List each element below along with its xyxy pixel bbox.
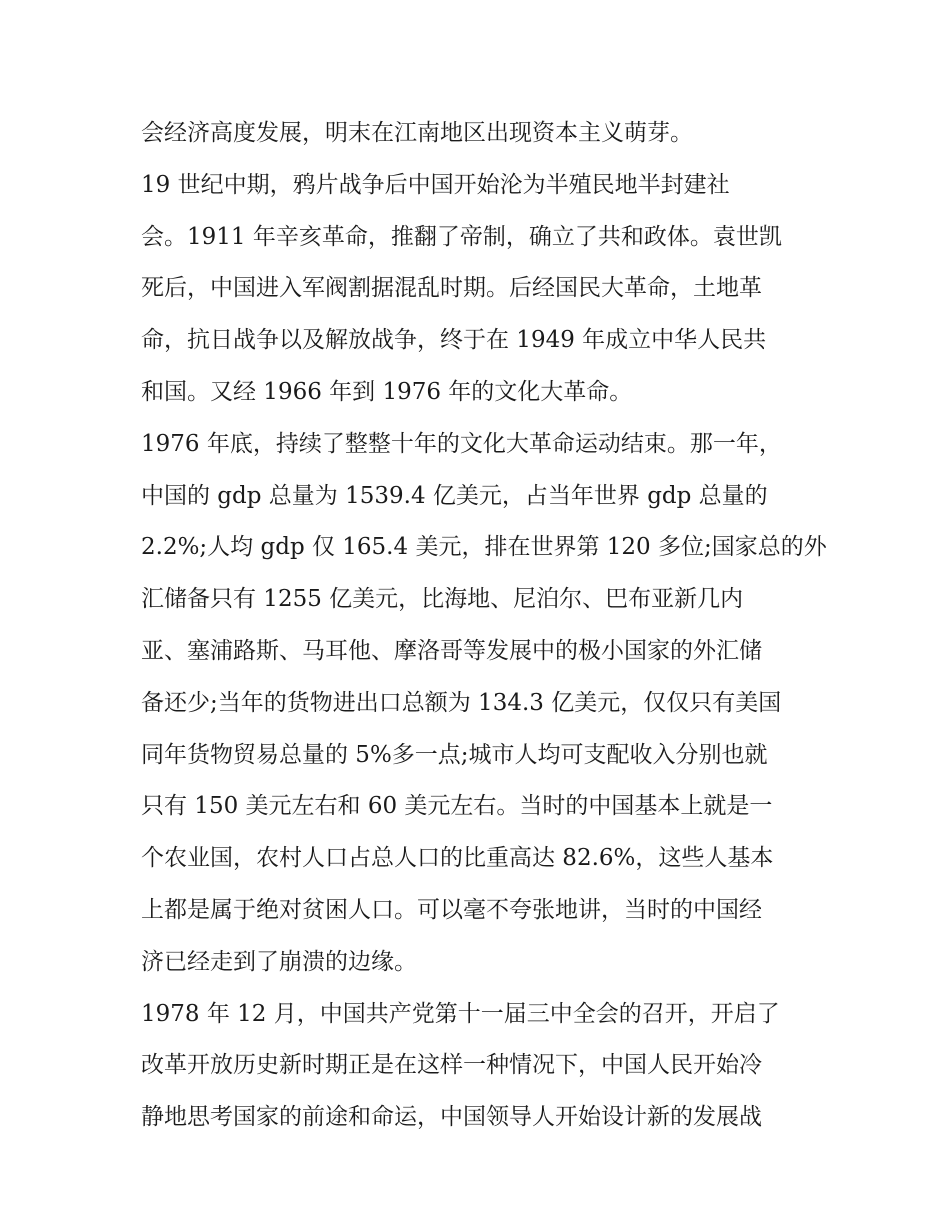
text-line: 2.2%;人均 gdp 仅 165.4 美元，排在世界第 120 多位;国家总的外 xyxy=(141,534,827,561)
text-line: 备还少;当年的货物进出口总额为 134.3 亿美元，仅仅只有美国 xyxy=(141,689,782,716)
text-line: 同年货物贸易总量的 5%多一点;城市人均可支配收入分别也就 xyxy=(141,741,768,768)
text-line: 命，抗日战争以及解放战争，终于在 1949 年成立中华人民共 xyxy=(141,327,767,354)
text-line: 个农业国，农村人口占总人口的比重高达 82.6%，这些人基本 xyxy=(141,845,774,872)
text-line: 济已经走到了崩溃的边缘。 xyxy=(141,948,417,975)
text-line: 死后，中国进入军阀割据混乱时期。后经国民大革命，土地革 xyxy=(141,275,762,302)
text-line: 上都是属于绝对贫困人口。可以毫不夸张地讲，当时的中国经 xyxy=(141,896,762,923)
text-line: 汇储备只有 1255 亿美元，比海地、尼泊尔、巴布亚新几内 xyxy=(141,586,744,613)
text-line: 1978 年 12 月，中国共产党第十一届三中全会的召开，开启了 xyxy=(141,1000,780,1027)
text-line: 1976 年底，持续了整整十年的文化大革命运动结束。那一年， xyxy=(141,430,782,457)
text-line: 中国的 gdp 总量为 1539.4 亿美元，占当年世界 gdp 总量的 xyxy=(141,482,768,509)
text-line: 亚、塞浦路斯、马耳他、摩洛哥等发展中的极小国家的外汇储 xyxy=(141,637,762,664)
text-line: 会经济高度发展，明末在江南地区出现资本主义萌芽。 xyxy=(141,120,693,146)
text-line: 静地思考国家的前途和命运，中国领导人开始设计新的发展战 xyxy=(141,1104,762,1131)
text-line: 和国。又经 1966 年到 1976 年的文化大革命。 xyxy=(141,378,633,405)
text-line: 只有 150 美元左右和 60 美元左右。当时的中国基本上就是一 xyxy=(141,793,773,820)
text-line: 改革开放历史新时期正是在这样一种情况下，中国人民开始冷 xyxy=(141,1052,762,1079)
body-text xyxy=(141,108,827,1144)
text-line: 19 世纪中期，鸦片战争后中国开始沦为半殖民地半封建社 xyxy=(141,171,730,198)
text-line: 会。1911 年辛亥革命，推翻了帝制，确立了共和政体。袁世凯 xyxy=(141,223,782,250)
